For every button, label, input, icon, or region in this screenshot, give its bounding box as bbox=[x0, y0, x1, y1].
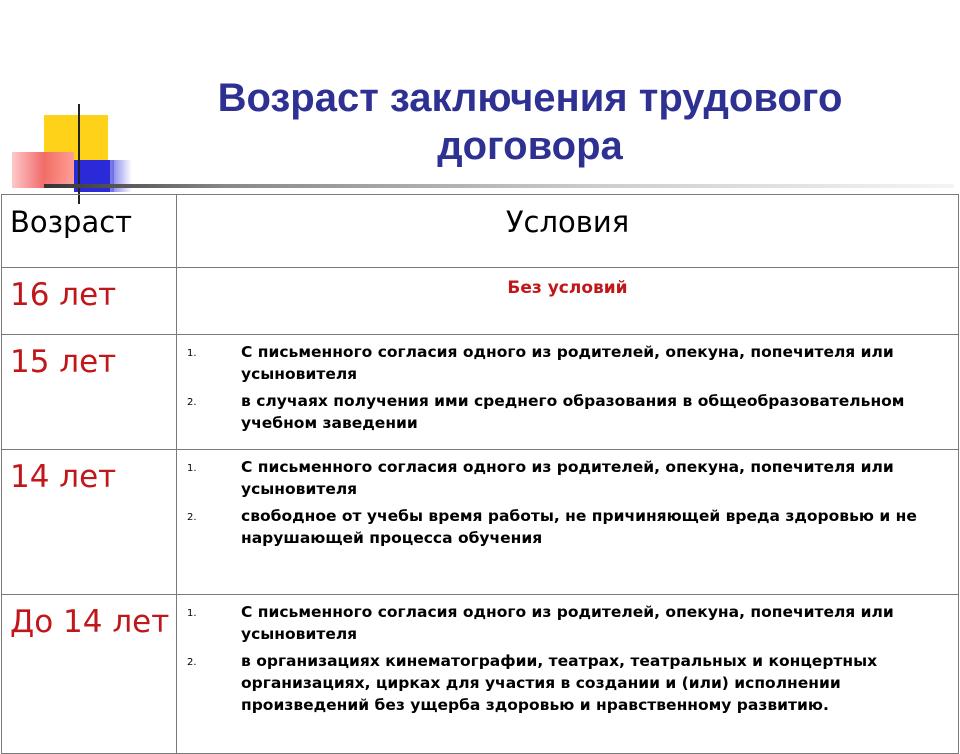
age-cell: До 14 лет bbox=[2, 595, 177, 754]
no-conditions-cell: Без условий bbox=[177, 268, 959, 335]
condition-item: С письменного согласия одного из родителей, опекуна, попечителя или усыновителя bbox=[241, 343, 894, 383]
condition-item: в организациях кинематографии, театрах, театральных и концертных организациях, цирках для участия в создании и (или) исполнении произведений без ущерба здоровью и нравственному развитию. bbox=[241, 652, 878, 714]
age-cell: 15 лет bbox=[2, 335, 177, 450]
conditions-cell bbox=[177, 595, 959, 754]
table-header-row bbox=[2, 195, 959, 268]
age-conditions-table bbox=[1, 194, 959, 754]
table-row bbox=[2, 595, 959, 754]
conditions-cell bbox=[177, 450, 959, 595]
condition-item: С письменного согласия одного из родителей, опекуна, попечителя или усыновителя bbox=[241, 603, 894, 643]
table-row bbox=[2, 268, 959, 335]
page-title: Возраст заключения трудового договора bbox=[217, 76, 843, 168]
conditions-list bbox=[177, 601, 948, 716]
table-row bbox=[2, 335, 959, 450]
red-square bbox=[12, 152, 74, 188]
header-conditions: Условия bbox=[177, 195, 959, 268]
condition-item: С письменного согласия одного из родителей, опекуна, попечителя или усыновителя bbox=[241, 458, 894, 498]
conditions-cell bbox=[177, 335, 959, 450]
conditions-list bbox=[177, 456, 948, 549]
horizontal-rule bbox=[44, 184, 954, 188]
header-age: Возраст bbox=[2, 195, 177, 268]
conditions-list bbox=[177, 341, 948, 434]
table-row bbox=[2, 450, 959, 595]
age-cell: 14 лет bbox=[2, 450, 177, 595]
condition-item: свободное от учебы время работы, не причиняющей вреда здоровью и не нарушающей процесса обучения bbox=[241, 507, 917, 547]
vertical-rule bbox=[78, 104, 80, 204]
age-cell: 16 лет bbox=[2, 268, 177, 335]
condition-item: в случаях получения ими среднего образования в общеобразовательном учебном заведении bbox=[241, 392, 905, 432]
